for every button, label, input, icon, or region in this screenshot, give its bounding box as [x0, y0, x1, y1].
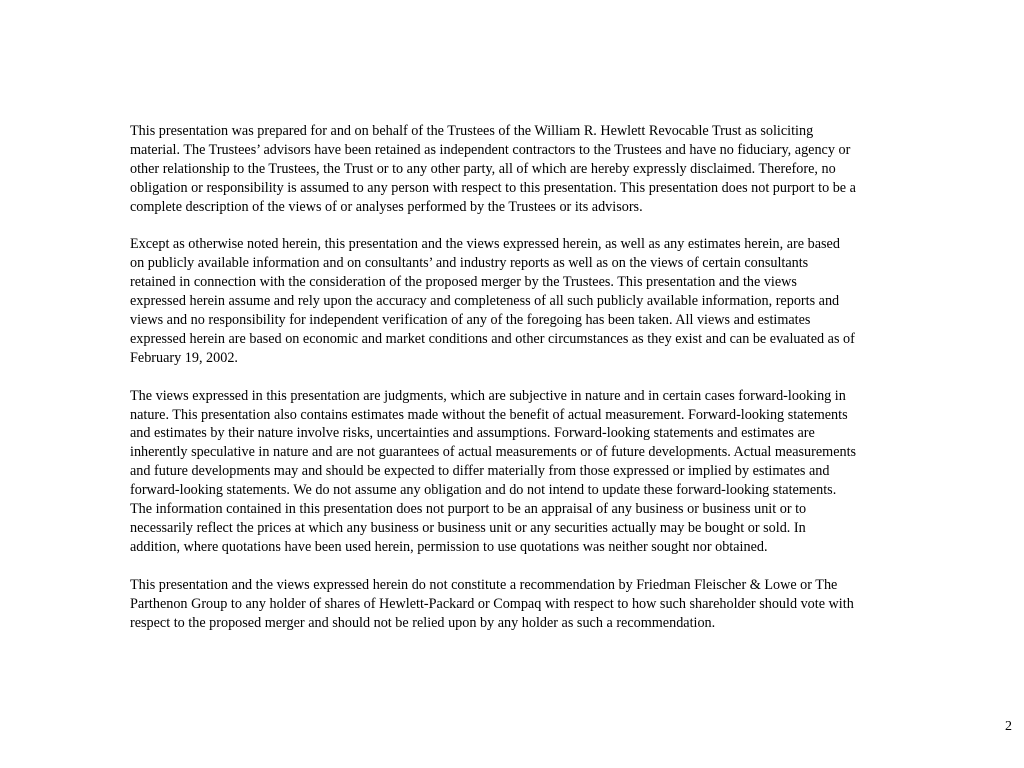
paragraph-soliciting-material: This presentation was prepared for and on behalf of the Trustees of the William R. Hewlett Revocable Trust as soliciting material. The Trustees’ advisors have been retained as independent contractors to the Trustees and have no fiduciary, agency or other relationship to the Trustees, the Trust or to any other party, all of which are hereby expressly disclaimed. Therefore, no obligation or responsibility is assumed to any person with respect to this presentation. This presentation does not purport to be a complete description of the views of or analyses performed by the Trustees or its advisors.: [130, 123, 856, 215]
paragraph-information-basis: Except as otherwise noted herein, this presentation and the views expressed herein, as well as any estimates herein, are based on publicly available information and on consultants’ and industry reports as well as on the views of certain consultants retained in connection with the consideration of the proposed merger by the Trustees. This presentation and the views expressed herein assume and rely upon the accuracy and completeness of all such publicly available information, reports and views and no responsibility for independent verification of any of the foregoing has been taken. All views and estimates expressed herein are based on economic and market conditions and other circumstances as they exist and can be evaluated as of February 19, 2002.: [130, 236, 855, 366]
disclaimer-text: [130, 122, 930, 651]
page-number: 2: [1005, 719, 1012, 734]
paragraph-forward-looking: The views expressed in this presentation are judgments, which are subjective in nature and in certain cases forward-looking in nature. This presentation also contains estimates made without the benefit of actual measurement. Forward-looking statements and estimates by their nature involve risks, uncertainties and assumptions. Forward-looking statements and estimates are inherently speculative in nature and are not guarantees of actual measurements or of future developments. Actual measurements and future developments may and should be expected to differ materially from those expressed or implied by estimates and forward-looking statements. We do not assume any obligation and do not intend to update these forward-looking statements. The information contained in this presentation does not purport to be an appraisal of any business or business unit or to necessarily reflect the prices at which any business or business unit or any securities actually may be bought or sold. In addition, where quotations have been used herein, permission to use quotations was neither sought nor obtained.: [130, 387, 857, 555]
paragraph-no-recommendation: This presentation and the views expressed herein do not constitute a recommendation by Friedman Fleischer & Lowe or The Parthenon Group to any holder of shares of Hewlett-Packard or Compaq with respect to how such shareholder should vote with respect to the proposed merger and should not be relied upon by any holder as such a recommendation.: [130, 576, 854, 631]
